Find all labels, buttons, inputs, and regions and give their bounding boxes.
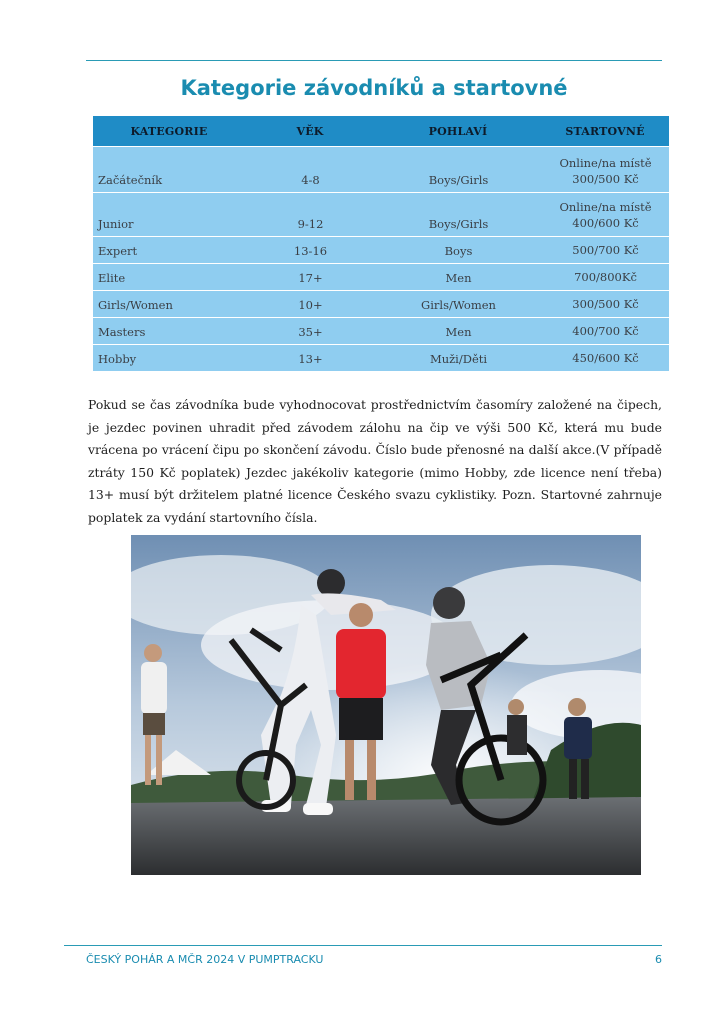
cell-category: Elite <box>93 264 245 291</box>
table-row <box>93 193 669 237</box>
header-age: VĚK <box>245 116 375 147</box>
cell-age: 35+ <box>245 318 375 345</box>
cell-category: Hobby <box>93 345 245 372</box>
cell-category: Začátečník <box>93 147 245 193</box>
cell-fee: 450/600 Kč <box>541 345 669 372</box>
cell-age: 4-8 <box>245 147 375 193</box>
cell-age: 9-12 <box>245 193 375 237</box>
fee-mode: Online/na místě <box>559 200 652 214</box>
page-title: Kategorie závodníků a startovné <box>180 76 568 100</box>
bmx-riders-illustration <box>131 535 641 875</box>
cell-fee <box>541 147 669 193</box>
footer-title: ČESKÝ POHÁR A MČR 2024 V PUMPTRACKU <box>86 953 324 966</box>
table-row <box>93 264 669 291</box>
cell-category: Masters <box>93 318 245 345</box>
category-table <box>93 116 669 372</box>
header-gender: POHLAVÍ <box>375 116 541 147</box>
fee-mode: Online/na místě <box>559 156 652 170</box>
page-number: 6 <box>655 953 662 966</box>
cell-fee: 500/700 Kč <box>541 237 669 264</box>
info-paragraph: Pokud se čas závodníka bude vyhodnocovat prostřednictvím časomíry založené na čipech, je jezdec povinen uhradit před závodem zálohu na čip ve výši 500 Kč, která mu bude vrácena po vrácení čipu po skončení závodu. Číslo bude přenosné na další akce.(V případě ztráty 150 Kč poplatek) Jezdec jakékoliv kategorie (mimo Hobby, zde licence není třeba) 13+ musí být držitelem platné licence Českého svazu cyklistiky. Pozn. Startovné zahrnuje poplatek za vydání startovního čísla. <box>88 397 662 525</box>
cell-category: Girls/Women <box>93 291 245 318</box>
cell-gender: Boys/Girls <box>375 147 541 193</box>
cell-category: Junior <box>93 193 245 237</box>
cell-fee: 700/800Kč <box>541 264 669 291</box>
cell-fee <box>541 193 669 237</box>
cell-gender: Muži/Děti <box>375 345 541 372</box>
table-row <box>93 318 669 345</box>
cell-gender: Girls/Women <box>375 291 541 318</box>
header-fee: STARTOVNÉ <box>541 116 669 147</box>
fee-amount: 300/500 Kč <box>572 172 639 186</box>
table-row <box>93 291 669 318</box>
cell-gender: Boys <box>375 237 541 264</box>
table-row <box>93 237 669 264</box>
table-row <box>93 345 669 372</box>
cell-category: Expert <box>93 237 245 264</box>
table-row <box>93 147 669 193</box>
cell-age: 13+ <box>245 345 375 372</box>
cell-gender: Men <box>375 318 541 345</box>
cell-age: 17+ <box>245 264 375 291</box>
header-category: KATEGORIE <box>93 116 245 147</box>
fee-amount: 400/600 Kč <box>572 216 639 230</box>
top-divider <box>86 60 662 61</box>
cell-fee: 400/700 Kč <box>541 318 669 345</box>
cell-gender: Boys/Girls <box>375 193 541 237</box>
event-photo <box>131 535 641 875</box>
cell-gender: Men <box>375 264 541 291</box>
footer-divider <box>64 945 662 946</box>
cell-age: 13-16 <box>245 237 375 264</box>
table-header-row <box>93 116 669 147</box>
cell-age: 10+ <box>245 291 375 318</box>
cell-fee: 300/500 Kč <box>541 291 669 318</box>
